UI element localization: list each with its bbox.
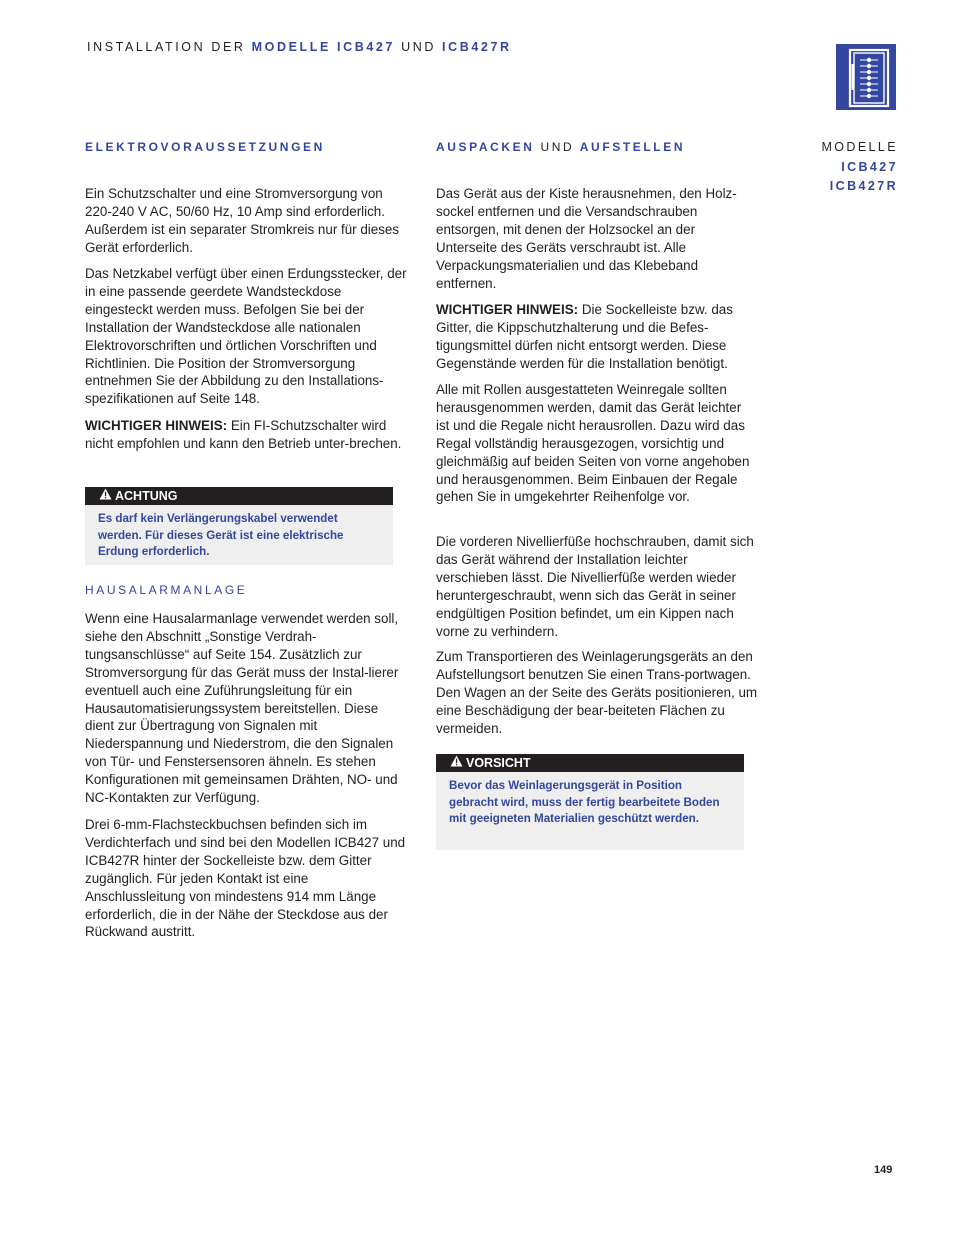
running-header <box>87 40 512 54</box>
unpacking-notice-paragraph <box>436 301 758 373</box>
warning-text: Es darf kein Verlängerungskabel verwendet werden. Für dieses Gerät ist eine elektrische Erdung erforderlich. <box>98 512 344 559</box>
caution-text: Bevor das Weinlagerungsgerät in Position gebracht wird, muss der fertig bearbeitete Boden mit geeigneten Materialien geschützt werden. <box>449 779 720 826</box>
warning-title: ACHTUNG <box>115 489 178 503</box>
unpacking-paragraph-3: Alle mit Rollen ausgestatteten Weinregale sollten herausgenommen werden, damit das Gerät leichter ist und die Regale nicht herausrollen. Dazu wird das Regal vollständig herausgezogen, vorsichtig und gleichmäßig auf beiden Seiten von vorne angehoben und herausgenommen. Beim Einbauen der Regale gehen Sie in umgekehrter Reihenfolge vor. <box>436 382 750 505</box>
warning-triangle-icon <box>450 754 463 772</box>
header-model1: MODELLE ICB427 <box>251 40 395 54</box>
side-model1: ICB427 <box>841 160 898 174</box>
caution-header <box>436 754 744 772</box>
notice-label: WICHTIGER HINWEIS: <box>436 302 579 317</box>
side-label: MODELLE <box>821 140 898 154</box>
warning-triangle-icon <box>99 487 112 505</box>
alarm-paragraph-1: Wenn eine Hausalarmanlage verwendet werden soll, siehe den Abschnitt „Sonstige Verdrah-tungsanschlüsse“ auf Seite 154. Zusätzlich zur Stromversorgung für das Gerät muss der Instal-lierer eventuell auch eine Zuführungsleitung für ein Hausautomatisierungssystem bereitstellen. Diese dient zur Übertragung von Signalen mit Niederspannung und Niederstrom, die den Signalen von Tür- und Fenstersensoren ähneln. Es stehen Konfigurationen mit gemeinsamen Drähten, NO- und NC-Kontakten zur Verfügung. <box>85 611 399 806</box>
unpacking-heading <box>436 140 758 154</box>
electrical-paragraph-1: Ein Schutzschalter und eine Stromversorgung von 220-240 V AC, 50/60 Hz, 10 Amp sind erforderlich. Außerdem ist ein separater Stromkreis nur für dieses Gerät erforderlich. <box>85 186 400 255</box>
warning-header <box>85 487 393 505</box>
notice-label: WICHTIGER HINWEIS: <box>85 418 228 433</box>
unpacking-heading-b: AUFSTELLEN <box>579 140 686 154</box>
unpacking-paragraph-1: Das Gerät aus der Kiste herausnehmen, den Holz-sockel entfernen und die Versandschrauben entsorgen, mit denen der Holzsockel an der Unterseite des Geräts verschraubt ist. Alle Verpackungsmaterialien und das Klebeband entfernen. <box>436 186 737 291</box>
header-conjunction: UND <box>401 40 436 54</box>
wine-cooler-logo-icon <box>836 44 896 110</box>
electrical-notice-paragraph <box>85 417 407 453</box>
caution-box <box>436 754 744 850</box>
header-prefix: INSTALLATION DER <box>87 40 246 54</box>
page-number: 149 <box>874 1164 893 1176</box>
electrical-requirements-heading: ELEKTROVORAUSSETZUNGEN <box>85 140 325 154</box>
notice-text: Ein FI-Schutzschalter wird nicht empfohlen und kann den Betrieb unter-brechen. <box>85 418 402 451</box>
warning-box <box>85 487 393 565</box>
unpacking-heading-conj: UND <box>540 140 575 154</box>
unpacking-heading-a: AUSPACKEN <box>436 140 535 154</box>
unpacking-paragraph-4: Die vorderen Nivellierfüße hochschrauben, damit sich das Gerät während der Installation leichter verschieben lässt. Die Nivellierfüße werden wieder heruntergeschraubt, wenn sich das Gerät in seiner endgültigen Position befindet, um ein Kippen nach vorne zu verhindern. <box>436 534 754 639</box>
unpacking-paragraph-5: Zum Transportieren des Weinlagerungsgeräts an den Aufstellungsort benutzen Sie einen Trans-portwagen. Den Wagen an der Seite des Geräts positionieren, um eine Beschädigung der bear-beiteten Flächen zu vermeiden. <box>436 649 758 736</box>
notice-text: Die Sockelleiste bzw. das Gitter, die Kippschutzhalterung und die Befes-tigungsmittel dürfen nicht entsorgt werden. Diese Gegenstände werden für die Installation benötigt. <box>436 302 733 371</box>
caution-title: VORSICHT <box>466 756 531 770</box>
electrical-paragraph-2: Das Netzkabel verfügt über einen Erdungsstecker, der in eine passende geerdete Wandsteckdose eingesteckt werden muss. Befolgen Sie bei der Installation der Wandsteckdose alle nationalen Elektrovorschriften und örtlichen Vorschriften und Richtlinien. Die Position der Stromversorgung entnehmen Sie der Abbildung zu den Installations-spezifikationen auf Seite 148. <box>85 266 407 407</box>
alarm-paragraph-2: Drei 6-mm-Flachsteckbuchsen befinden sich im Verdichterfach und sind bei den Modellen ICB427 und ICB427R hinter der Sockelleiste bzw. dem Gitter zugänglich. Für jeden Kontakt ist eine Anschlussleitung von mindestens 914 mm Länge erforderlich, die in der Nähe der Steckdose aus der Rückwand austritt. <box>85 817 406 940</box>
header-model2: ICB427R <box>442 40 512 54</box>
home-alarm-subheading: HAUSALARMANLAGE <box>85 583 248 597</box>
side-model2: ICB427R <box>829 179 898 193</box>
